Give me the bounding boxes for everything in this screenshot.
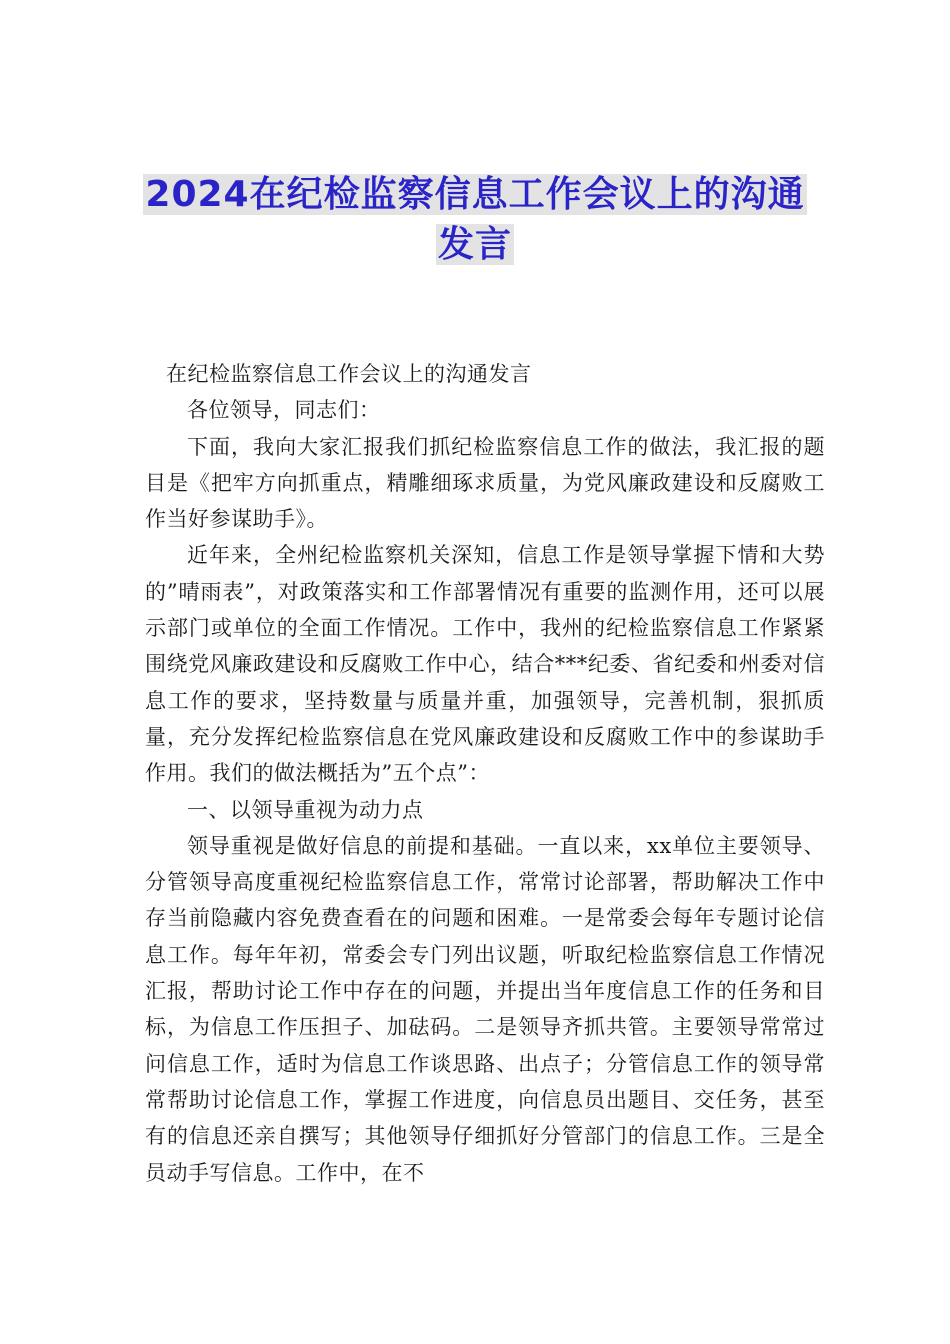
title-line-1: 2024在纪检监察信息工作会议上的沟通 — [145, 174, 805, 215]
title-line-2: 发言 — [437, 224, 512, 265]
paragraph-background: 近年来，全州纪检监察机关深知，信息工作是领导掌握下情和大势的”晴雨表”，对政策落实和工作部署情况有重要的监测作用，还可以展示部门或单位的全面工作情况。工作中，我州的纪检监察信息工作紧紧围绕党风廉政建设和反腐败工作中心，结合***纪委、省纪委和州委对信息工作的要求，坚持数量与质量并重，加强领导，完善机制，狠抓质量，充分发挥纪检监察信息在党风廉政建设和反腐败工作中的参谋助手作用。我们的做法概括为”五个点”： — [145, 543, 825, 786]
paragraph-section-1: 领导重视是做好信息的前提和基础。一直以来，xx单位主要领导、分管领导高度重视纪检监察信息工作，常常讨论部署，帮助解决工作中存当前隐藏内容免费查看在的问题和困难。一是常委会每年专题讨论信息工作。每年年初，常委会专门列出议题，听取纪检监察信息工作情况汇报，帮助讨论工作中存在的问题，并提出当年度信息工作的任务和目标，为信息工作压担子、加砝码。二是领导齐抓共管。主要领导常常过问信息工作，适时为信息工作谈思路、出点子；分管信息工作的领导常常帮助讨论信息工作，掌握工作进度，向信息员出题目、交任务，甚至有的信息还亲自撰写；其他领导仔细抓好分管部门的信息工作。三是全员动手写信息。工作中，在不 — [145, 833, 825, 1185]
paragraph-subtitle: 在纪检监察信息工作会议上的沟通发言 — [166, 362, 532, 386]
section-heading-1: 一、以领导重视为动力点 — [187, 797, 424, 822]
paragraph-salutation: 各位领导，同志们： — [187, 398, 381, 423]
document-body — [145, 356, 825, 1191]
paragraph-intro: 下面，我向大家汇报我们抓纪检监察信息工作的做法，我汇报的题目是《把牢方向抓重点，精雕细琢求质量，为党风廉政建设和反腐败工作当好参谋助手》。 — [145, 434, 825, 532]
document-title — [130, 170, 820, 270]
